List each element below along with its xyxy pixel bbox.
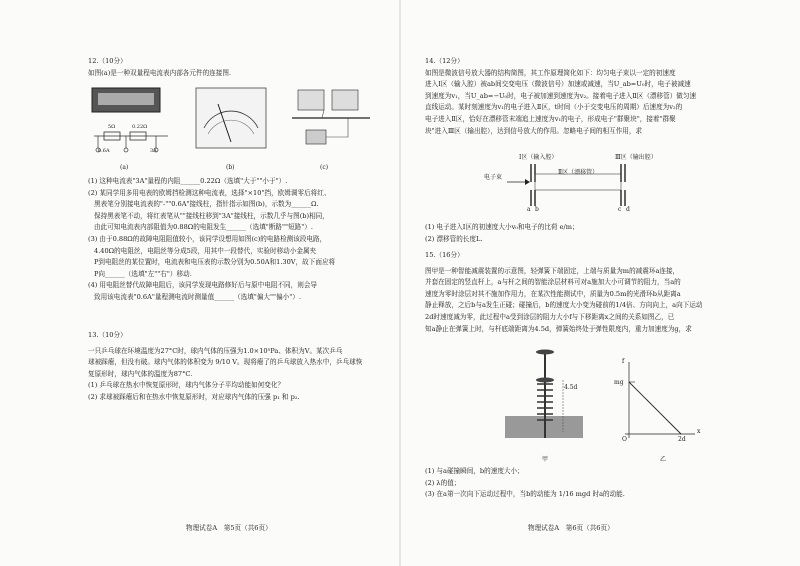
q14-body-line: 块"进入Ⅲ区（输出腔），达到信号放大的作用。忽略电子间的相互作用，求 bbox=[425, 126, 643, 135]
left-column bbox=[88, 56, 370, 79]
q12-item: 4.40Ω的电阻丝，电阻丝等分成5段，用其中一段替代，实验时移动小金属夹 bbox=[94, 246, 317, 255]
q15-items bbox=[425, 466, 725, 501]
fig-jia-label: 甲 bbox=[542, 456, 549, 463]
plate-label-a: a bbox=[527, 206, 531, 213]
q12-item: P向______（选填"左""右"）移动. bbox=[94, 269, 192, 278]
q15-header: 15.（16分） bbox=[425, 251, 464, 259]
q13-item: (1) 乒乓球在热水中恢复原形时，球内气体分子平均动能如何变化？ bbox=[88, 381, 285, 390]
q12-item: (1) 这种电流表"3A"量程的内阻______0.22Ω（选填"大于""小于"）. bbox=[88, 177, 288, 185]
q13-body-line: 球被踩瘪，但没有破。球内气体的体积变为 9/10 V。现将瘪了的乒乓球放入热水中，乒乓球恢 bbox=[88, 358, 363, 367]
q12-item: (4) 用电阻丝替代故障电阻后，该同学发现电路修好后与原中电阻不同，则会导 bbox=[88, 281, 318, 290]
q14-body-line: 到速度为v₁，当U_ab=−U₀时，电子被加速到速度为v₂。接着电子进入Ⅱ区（漂移管）做匀速 bbox=[425, 91, 697, 100]
q12-item: 保持黑表笔不动，将红表笔从""接线柱移到"3A"接线柱，示数几乎与图(b)相同， bbox=[94, 211, 329, 220]
q12-items bbox=[88, 176, 378, 304]
q15-body-line: 速度为零时涂层对其不施加作用力，在某次性能测试中，质量为0.5m的光滑环b从距离a bbox=[425, 289, 681, 298]
q13-body-line: 一只乒乓球在环境温度为27°C时，球内气体的压强为1.0×10⁵Pa、体积为V。某次乒乓 bbox=[88, 346, 343, 355]
resistor-label-a: 5Ω bbox=[108, 124, 116, 130]
q15 bbox=[425, 250, 725, 335]
meter-label-06: 0.6A bbox=[98, 148, 110, 154]
drift-tube bbox=[535, 174, 621, 190]
q14-body-line: 如图是微波信号放大器的结构简图，其工作原理简化如下：均匀电子束以一定的初速度 bbox=[425, 68, 676, 77]
q15-body-line: 2d时速度减为零，此过程中a受到涂层的阻力大小f与下移距离x之间的关系如图乙，已 bbox=[425, 312, 675, 321]
q12-item: 致用该电流表"0.6A"量程测电流时测量值______（选填"偏大""偏小"）. bbox=[94, 292, 301, 301]
spring-icon bbox=[537, 384, 553, 420]
battery-icon bbox=[306, 130, 326, 144]
fig-yi-label: 乙 bbox=[660, 456, 667, 463]
q12-item: (3) 由于0.88Ω的故障电阻阻值较小，该同学设想用如图(c)的电路检测该段电路， bbox=[88, 234, 327, 243]
q12-item: 黑表笔分别接电流表的"-""0.6A"接线柱，指针指示如图(b)，示数为______Ω. bbox=[94, 200, 319, 209]
q14-body-line: 电子进入Ⅱ区，恰好在漂移管末端追上速度为v₁的电子，形成电子"群聚块"，接着"群聚 bbox=[425, 114, 676, 123]
q12-header: 12.（10分） bbox=[88, 57, 127, 65]
page-seam bbox=[399, 0, 401, 566]
q15-body-line: 知a静止在弹簧上时，与杆底端距离为4.5d，弹簧始终处于弹性限度内，重力加速度为g，求 bbox=[425, 324, 692, 333]
fig-a-label: (a) bbox=[120, 164, 129, 171]
q12-item: 由此可知电流表内部阻值为0.88Ω的电阻发生______（选填"断路""短路"）. bbox=[94, 223, 313, 232]
zone-ii-label: Ⅱ区（漂移管） bbox=[558, 169, 599, 176]
plate-label-b: b bbox=[535, 206, 539, 213]
q14-items bbox=[425, 222, 725, 245]
multimeter-dial bbox=[196, 88, 266, 148]
q14 bbox=[425, 56, 725, 137]
q15-item: (2) λ的值； bbox=[425, 478, 461, 487]
ammeter-face bbox=[98, 93, 154, 105]
plate-label-d: d bbox=[626, 206, 630, 213]
zone-iii-label: Ⅲ区（输出腔） bbox=[615, 154, 657, 161]
axis-tick-2d: 2d bbox=[678, 436, 686, 443]
q13-header: 13.（10分） bbox=[88, 331, 127, 339]
left-footer: 物理试卷A 第5页（共6页） bbox=[186, 524, 272, 532]
q15-body-line: 图甲是一种智能减震装置的示意图，轻弹簧下端固定，上端与质量为m的减震环a连接， bbox=[425, 266, 680, 275]
fig-b-label: (b) bbox=[226, 164, 235, 171]
voltmeter-icon bbox=[298, 90, 324, 110]
ring-b bbox=[536, 350, 554, 355]
fig-c-label: (c) bbox=[320, 164, 329, 171]
axis-label-f: f bbox=[622, 358, 625, 365]
q14-body-line: 直线运动。某时刻速度为v₁的电子进入Ⅱ区，t时间（小于交变电压的周期）后速度为v₂的 bbox=[425, 103, 683, 112]
q14-item: (1) 电子进入Ⅰ区的初速度大小v₀和电子的比荷 e/m； bbox=[425, 223, 579, 231]
q12-intro: 如图(a)是一种双量程电流表内部各元件的连接图. bbox=[88, 68, 232, 77]
q12-item: (2) 某同学用多用电表的欧姆挡检测这种电流表，选择"×10"挡，欧姆调零后将红、 bbox=[88, 188, 331, 197]
ammeter-icon bbox=[332, 90, 358, 110]
q13-item: (2) 求球被踩瘪后和在热水中恢复原形时，对应球内气体的压强 p₁ 和 p₂. bbox=[88, 392, 300, 401]
label-4-5d: 4.5d bbox=[564, 384, 578, 391]
q15-item: (1) 与a碰撞瞬间，b的速度大小； bbox=[425, 467, 524, 475]
electron-beam-label: 电子束 bbox=[484, 174, 503, 181]
q14-diagram bbox=[505, 156, 645, 212]
plate-label-c: c bbox=[618, 206, 622, 213]
axis-label-x: x bbox=[697, 428, 701, 435]
ring-a bbox=[536, 378, 554, 383]
zone-i-label: Ⅰ区（输入腔） bbox=[519, 154, 558, 161]
q15-figures bbox=[505, 344, 705, 454]
q15-body-line: 静止释放，之后b与a发生正碰；碰撞后，b的速度大小变为碰前的1/4倍、方向向上，a向下运动 bbox=[425, 301, 703, 310]
q14-header: 14.（12分） bbox=[425, 57, 464, 65]
q14-item: (2) 漂移管的长度L. bbox=[425, 234, 483, 243]
f-x-line bbox=[629, 382, 681, 434]
q12-item: P到电阻丝的某位置时，电流表和电压表的示数分别为0.50A和1.30V，故下面应将 bbox=[94, 258, 336, 267]
axis-origin: O bbox=[622, 436, 627, 443]
right-footer: 物理试卷A 第6页（共6页） bbox=[528, 524, 614, 532]
meter-label-3a: 3A bbox=[150, 148, 157, 154]
axis-tick-mg: mg bbox=[614, 379, 624, 386]
q13 bbox=[88, 330, 378, 404]
q15-body-line: 并套在固定的竖直杆上，a与杆之间的智能涂层材料可对a施加大小可调节的阻力，当a的 bbox=[425, 278, 681, 287]
q15-item: (3) 在a第一次向下运动过程中，当b的动能为 1/16 mgd 时a的动能. bbox=[425, 490, 625, 499]
resistor-label-b: 0.22Ω bbox=[132, 124, 148, 130]
q14-body-line: 进入Ⅰ区（输入腔）被ab间交变电压（微波信号）加速或减速，当U_ab=U₀时，电子被减速 bbox=[425, 80, 691, 89]
q12-figures bbox=[86, 84, 376, 172]
q13-body-line: 复原形时，球内气体的温度为87°C. bbox=[88, 369, 193, 378]
